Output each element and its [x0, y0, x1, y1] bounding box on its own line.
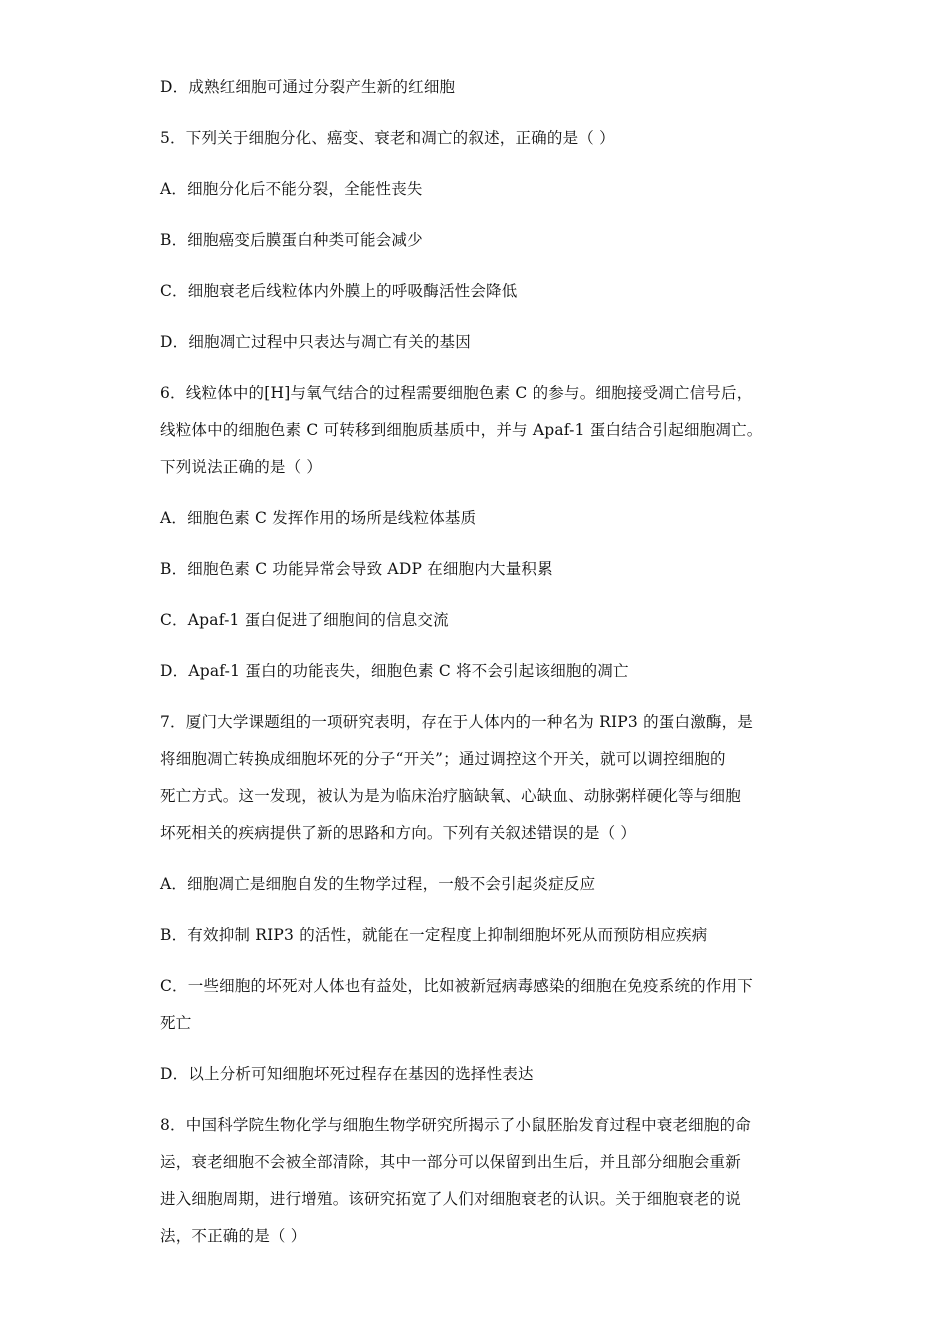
q8-stem-line-2: 运，衰老细胞不会被全部清除，其中一部分可以保留到出生后，并且部分细胞会重新: [160, 1153, 741, 1171]
q5-option-b: B．细胞癌变后膜蛋白种类可能会减少: [160, 231, 423, 249]
q7-stem-line-3: 死亡方式。这一发现，被认为是为临床治疗脑缺氧、心缺血、动脉粥样硬化等与细胞: [160, 787, 741, 805]
q5-option-a: A．细胞分化后不能分裂，全能性丧失: [160, 180, 423, 198]
q5-stem: 5．下列关于细胞分化、癌变、衰老和凋亡的叙述，正确的是（ ）: [160, 129, 615, 147]
q6-option-c: C．Apaf-1 蛋白促进了细胞间的信息交流: [160, 611, 449, 629]
q7-option-b: B．有效抑制 RIP3 的活性，就能在一定程度上抑制细胞坏死从而预防相应疾病: [160, 926, 708, 944]
q4-option-d: D．成熟红细胞可通过分裂产生新的红细胞: [160, 78, 456, 96]
q7-stem-line-2: 将细胞凋亡转换成细胞坏死的分子“开关”；通过调控这个开关，就可以调控细胞的: [160, 750, 726, 768]
q8-stem-line-3: 进入细胞周期，进行增殖。该研究拓宽了人们对细胞衰老的认识。关于细胞衰老的说: [160, 1190, 741, 1208]
q5-option-c: C．细胞衰老后线粒体内外膜上的呼吸酶活性会降低: [160, 282, 518, 300]
q7-stem-line-1: 7．厦门大学课题组的一项研究表明，存在于人体内的一种名为 RIP3 的蛋白激酶，是: [160, 713, 754, 731]
q6-option-b: B．细胞色素 C 功能异常会导致 ADP 在细胞内大量积累: [160, 560, 553, 578]
q7-option-d: D．以上分析可知细胞坏死过程存在基因的选择性表达: [160, 1065, 534, 1083]
q8-stem-line-1: 8．中国科学院生物化学与细胞生物学研究所揭示了小鼠胚胎发育过程中衰老细胞的命: [160, 1116, 751, 1134]
q7-option-c-line-2: 死亡: [160, 1014, 192, 1032]
q7-option-a: A．细胞凋亡是细胞自发的生物学过程，一般不会引起炎症反应: [160, 875, 596, 893]
q7-stem-line-4: 坏死相关的疾病提供了新的思路和方向。下列有关叙述错误的是（ ）: [160, 824, 637, 842]
q6-stem-line-1: 6．线粒体中的[H]与氧气结合的过程需要细胞色素 C 的参与。细胞接受凋亡信号后，: [160, 384, 753, 402]
q7-option-c-line-1: C．一些细胞的坏死对人体也有益处，比如被新冠病毒感染的细胞在免疫系统的作用下: [160, 977, 753, 995]
q6-option-d: D．Apaf-1 蛋白的功能丧失，细胞色素 C 将不会引起该细胞的凋亡: [160, 662, 629, 680]
q6-option-a: A．细胞色素 C 发挥作用的场所是线粒体基质: [160, 509, 477, 527]
q6-stem-line-2: 线粒体中的细胞色素 C 可转移到细胞质基质中，并与 Apaf-1 蛋白结合引起细胞凋亡。: [160, 421, 763, 439]
q6-stem-line-3: 下列说法正确的是（ ）: [160, 458, 323, 476]
q5-option-d: D．细胞凋亡过程中只表达与凋亡有关的基因: [160, 333, 471, 351]
q8-stem-line-4: 法，不正确的是（ ）: [160, 1227, 307, 1245]
